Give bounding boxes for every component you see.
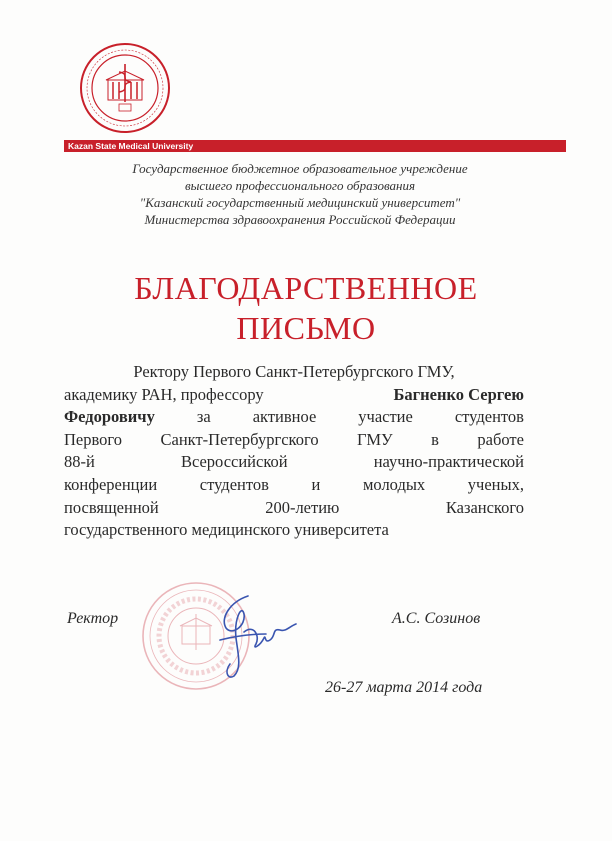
body-line-6	[64, 474, 524, 497]
body-word: ученых,	[467, 474, 524, 494]
body-word: 88-й	[64, 452, 95, 472]
body-line-7	[64, 497, 524, 520]
body-word: участие	[358, 407, 413, 427]
body-line-2	[64, 384, 524, 407]
body-word: Всероссийской	[180, 452, 288, 472]
body-word: активное	[252, 407, 317, 427]
signatory-role: Ректор	[67, 610, 119, 627]
body-word: в	[431, 429, 439, 449]
body-word: Первого	[64, 429, 123, 449]
body-word: работе	[477, 429, 524, 449]
university-seal-logo	[79, 42, 171, 134]
bar-label: Kazan State Medical University	[68, 141, 194, 151]
body-word: студентов	[199, 474, 269, 494]
body-word: Санкт-Петербургского	[160, 429, 319, 449]
body-word: посвященной	[64, 497, 159, 517]
body-text: Ректору Первого Санкт-Петербургского ГМУ,	[133, 362, 455, 381]
body-word: научно-практической	[373, 452, 524, 472]
body-word: конференции	[64, 474, 158, 494]
letter-title-line-2: ПИСЬМО	[236, 310, 376, 346]
body-line-4	[64, 429, 524, 452]
body-line-1	[64, 361, 524, 384]
body-word: и	[311, 474, 321, 494]
organization-block	[60, 160, 540, 228]
body-word: 200-летию	[265, 497, 340, 517]
signatory-name: А.С. Созинов	[392, 610, 481, 627]
body-word: за	[196, 407, 211, 427]
body-line-3	[64, 406, 524, 429]
body-line-5	[64, 451, 524, 474]
org-line-2: высшего профессионального образования	[184, 178, 416, 193]
letter-title-line-1: БЛАГОДАРСТВЕННОЕ	[134, 270, 478, 306]
letter-date: 26-27 марта 2014 года	[325, 679, 483, 696]
university-red-bar	[64, 140, 566, 152]
body-word: Казанского	[445, 497, 524, 517]
body-text: государственного медицинского университета	[64, 520, 389, 540]
letter-body	[64, 361, 524, 542]
body-word: студентов	[454, 407, 524, 427]
org-line-3: "Казанский государственный медицинский университет"	[139, 195, 461, 210]
recipient-patronymic: Федоровичу	[64, 407, 155, 427]
org-line-4: Министерства здравоохранения Российской Федерации	[144, 212, 456, 227]
recipient-name: Багненко Сергею	[393, 384, 524, 404]
body-line-8	[64, 519, 524, 542]
handwritten-signature-icon	[200, 588, 310, 683]
body-word: молодых	[362, 474, 426, 494]
body-word: ГМУ	[357, 429, 393, 449]
org-line-1: Государственное бюджетное образовательное учреждение	[132, 161, 468, 176]
body-text: академику РАН, профессору	[64, 384, 264, 404]
